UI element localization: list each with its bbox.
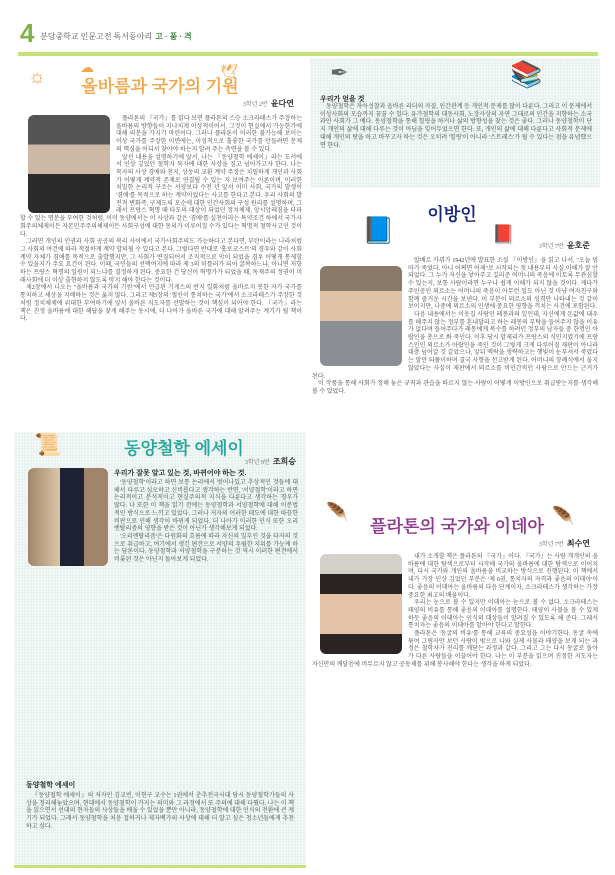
paragraph: 플라톤은 '동굴의 비유'를 통해 교육의 중요성을 이야기한다. 동굴 속에 묶여 그림자만 보던 사람이 밖으로 나와 실제 사물과 태양을 보게 되는 과정은 철학자가 진리를 깨닫는 과정과 같다. 그리고 그는 다시 동굴로 돌아가 다른 사람들을 이끌어야 한다. 나는 이 부분을 읽으며 진정한 지도자는 자신만의 깨달음에 머무르지 않고 공동체를 위해 봉사해야 한다는 생각을 하게 되었다. — [312, 631, 598, 668]
byline-name: 윤다연 — [270, 99, 294, 108]
book-icon: 📘 — [362, 216, 395, 245]
page-number: 4 — [20, 18, 35, 48]
paragraph: 제2장에서 나오는 "올바름과 국가의 기원"에서 언급된 기게스의 반지 일화처럼 올바르지 못한 자가 국가를 통치하고 세상을 지배하는 것은 옳지 않다. 그리고 제5장의 '철인이 통치하는 국가'에서 소크라테스가 주장한 것처럼 정치체제에 위대한 부여하기에 앞서 올바른 지도자를 선발하는 것이 핵심이 되어야 한다. 『국가』라는 책은 진정 올바름에 대한 해답을 찾게 해주는 동시에, 더 나아가 올바른 국가에 대해 알려주는 계기가 될 책이다. — [20, 285, 302, 323]
article-body — [312, 258, 598, 397]
book-info-box — [26, 780, 294, 832]
books-icon: 📚 — [510, 60, 543, 89]
ink-pen-icon: ✒ — [330, 60, 349, 85]
header-divider — [18, 52, 598, 56]
byline-name: 조희승 — [272, 457, 296, 466]
school-name: 분당중학교 인문고전 독서동아리 — [40, 32, 153, 41]
article-subtitle: 우리가 잘못 알고 있는 것, 바뀌어야 하는 것. — [114, 470, 247, 477]
byline — [245, 456, 296, 467]
paragraph: 앞선 내용을 설명하기에 앞서, 나는 『동양철학 에세이』라는 도서에서 인상 깊었던 철학자 묵자에 대한 사상을 짚고 넘어가고자 한다. 나는 묵자의 사상 경애와 천지, 상동의 교환 계약 주장은 치밀하게 개인과 사회가 어떻게 계약적 존재로 연결될 수 있는 지 보여주는 이론이며, 이러한 치밀한 논리적 구조는 서양보다 수천 년 앞서 이미 사회, 국가의 발생이 '겸애'를 목적으로 하는 계약이었다는 사고를 한다고 본다. 우리 사회의 발전적 변화즉, 구제도의 모순에 대한 인간사회의 구성 원리를 설명하며, 그래서 프랑스 혁명 때 타도의 대상이 되었던 정치체제, 앙시앙레짐을 타파할 수 있는 명분을 부여한 것처럼, 이미 동양에서는 이 사상과 같은 '겸애'를 실천이라는 특약조건 하에서 국가사회주의체제이든 자본민주주의체제이든 사회구성에 대한 동의가 이루어질 수가 있다는 혁명적 철학사고인 것이다. — [20, 154, 302, 238]
box-title: 동양철학 에세이 — [26, 782, 76, 789]
byline — [539, 538, 590, 549]
paragraph: 그러면 개인의 인권과 사회 공공의 복리 사이에서 국가사회주의도 가능하다고 본다면, 부탄이라는 나라처럼 그 사회의 여건에 따라 적절하게 계약 합의될 수 있다고 본다. 그렇다면 반대로 '홀로코스트'의 경우와 같이 사회계약 자체가 겸애를 목적으로 출발했지만, 그 사회가 변질되어서 조직적으로 악이 되었을 경우 어떻게 통제할 수 있을지가 주요 요건이 된다. 이때, 국민들의 선택여지에 따라 제 3의 히틀러가 되어 굴복하느냐, 아니면 저항하는 프랑스 혁명의 일원이 되느냐를 결정하게 된다. 중요한 건 당신이 혁명가가 되었을 때, 독재주의 정권이 미래사회에 더 이상 출현하지 않도록 막지 해야 한다는 것이다. — [20, 239, 302, 284]
byline-class: 3학년 7반 — [538, 244, 564, 250]
article-title: 이방인 — [427, 205, 477, 224]
byline-class: 3학년 2반 — [242, 102, 268, 108]
article-body — [20, 116, 302, 324]
sidebar-what-we-gain — [310, 58, 600, 188]
club-name: 고·품·격 — [155, 32, 194, 41]
paragraph: 이 작품을 통해 사회가 정해 놓은 규칙과 관습을 따르지 않는 사람이 어떻게 이방인으로 취급받는지를 생각해 볼 수 있었다. — [312, 381, 598, 395]
sidebar-text: 동양철학은 자아성찰과 올바른 리더의 자질, 인간관계 등 개인적 문제를 많이 다룬다. 그리고 이 문제에서 이상사회의 모습까지 꿈꿀 수 있다. 유가철학의 대동사회, 노장사상의 자연 그대로의 인간을 지향하는 소국과민 사회가 그 예다. 동양철학을 통해 힐링을 하거나 삶의 방향성을 찾는 것은 좋다. 그러나 동양철학이 단지 개인의 삶에 대해 다루는 것이 아님을 잊어두었으면 한다. 또, 개인의 삶에 대해 다룬다고 사회적 문제에 대해 개인의 탓을 하고 바꾸고자 하는 것은 오히려 '힐링'이 아니라 '스트레스'가 될 수 있다는 점을 유념했으면 한다. — [320, 104, 592, 149]
scroll-icon: 📜 — [34, 432, 62, 457]
box-text: 『동양철학 에세이』의 저자인 김교빈, 이현구 교수는 1권에서 춘추전국시대 당시 동양철학가들의 사상을 정리해놓았으며, 현대에서 동양철학이 가지는 의미와 그 과정에서 또 주의에 대해 다뤘다. 나는 이 책을 읽으면서 선대의 현자들의 사상들을 배울 수 있었을 뿐만 아니라, 동양철학에 대한 인식의 전환에 큰 계기가 되었다. 그래서 동양철학을 처음 접하거나 제자백가의 사상에 대해 더 알고 싶은 청소년들에게 추천하고 싶다. — [26, 793, 294, 830]
byline — [539, 240, 590, 251]
article-eastern-philosophy — [14, 432, 306, 868]
byline-class: 3학년 7반 — [538, 542, 564, 548]
article-title: 플라톤의 국가와 이데아 — [370, 517, 544, 536]
article-plato — [312, 502, 598, 870]
article-title: 올바름과 국가의 기원 — [81, 77, 239, 96]
bird-icon: 🕊 — [220, 65, 238, 80]
byline — [243, 98, 294, 109]
article-justice — [20, 60, 302, 430]
paragraph: 내가 소개할 책은 플라톤의 『국가』이다. 『국가』는 사람 개개인의 올바름에 대한 탐색으로부터 시작해 국가의 올바름에 대한 탐색으로 이어지며, 다시 국가와 개인의 올바름을 비교하는 방식으로 진행된다. 이 책에서 내가 가장 인상 깊었던 부분은 '제 6권, 통치자의 자격과 좋음의 이데아'이다. 좋음의 이데아는 올바름의 다음 단계이자, 소크라테스가 생각하는 가장 중요한 최고의 배움이다. — [408, 554, 598, 599]
book-icon: 📕 — [492, 224, 515, 244]
byline-class: 3학년 9반 — [244, 460, 270, 466]
article-body — [312, 554, 598, 670]
paragraph: '오리엔탈리즘'은 다원화의 흐름에 따라 자신의 일부인 것을 타자의 것으로 취급하고, 여기에서 생긴 편견으로 서양의 우월한 지위를 가능케 하는 담론이다. 동양철학과 서양철학을 구분하는 것 역시 이러한 편견에서 비롯된 것은 아닌지 돌아보게 되었다. — [114, 533, 298, 564]
paragraph: 알베르 카뮈가 1942년에 발표한 소설 『이방인』을 읽고 나서, "오늘 엄마가 죽었다. 아니 어쩌면 어제"로 시작되는 첫 내용부터 사실 이해가 잘 안 되었다. 그 누가 자신을 낳아주고 길러준 어머니의 죽음에 이토록 무관심할 수 있는지, 보통 사람이라면 누구나 쉽게 이해가 되지 않을 것이다. 게다가 주인공인 뫼르소는 어머니의 죽음이 아무런 일도 아닌 것 마냥 여자친구와 함께 즐거운 시간을 보낸다. 이 부분이 뫼르소의 성격만 나타내는 것 같이 보이지만, 나중에 뫼르소의 인생에 중요한 영향을 끼치는 사건에 포함된다. — [408, 258, 598, 311]
paragraph: 우리는 눈으로 볼 수 있지만 이데아는 눈으로 볼 수 없다. 소크라테스는 태양의 비유를 통해 좋음의 이데아를 설명한다. 태양이 사물을 볼 수 있게 하듯 좋음의 이데아는 인식의 대상들이 알려질 수 있도록 해 준다. 그래서 통치자는 좋음의 이데아를 알아야 한다고 말한다. — [408, 600, 598, 630]
article-title: 동양철학 에세이 — [124, 439, 244, 458]
feather-icon: 🪶 — [552, 506, 575, 526]
byline-name: 윤호준 — [566, 241, 590, 250]
byline-name: 최수연 — [566, 539, 590, 548]
masthead — [40, 31, 194, 42]
cloud-icon: ☁ — [80, 61, 94, 76]
article-stranger — [312, 196, 598, 496]
paragraph: 다음 내용에서는 이웃집 사람인 레몽과의 일인데, 자신에게 돈값에 대우를 해주지 않는 정부를 혼내달라고 하는 레몽의 부탁을 들어주지 않을 이유가 없다며 들어주다가 레몽에게 복수를 하려던 정부의 남자들 중 한명인 아랍인을 총으로 쏴 죽인다. 이후 당시 알제리가 프랑스의 식민지였기에 프랑스인인 뫼르소가 아랍인을 죽인 것이 그렇게 크게 다루어질 재판이 아니라 대충 넘어갈 것 같았으나, 앞뒤 맥락을 생략하고는 햇빛이 눈부셔서 죽였다는 말만 되풀이하며 결국 사형을 선고받게 된다. 어머니의 장례식에서 울지 않았다는 사실이 재판에서 뫼르소를 비인간적인 사람으로 만드는 근거가 된다. — [312, 311, 598, 380]
paragraph: 플라톤의 『국가』를 읽다 보면 플라톤의 스승 소크라테스가 주장하는 올바름의 방향들이 지나치게 이상적이어서, 그것이 현실에서 가능한가에 대해 의문을 가지기 마련이다. 그러나 플라톤이 이러한 불가능해 보이는 이상 국가를 주장한 이면에는, 이성적으로 훌륭한 국가를 만들려면 문제의 핵심을 어디서 찾아야 하는지 알려 주는 측면을 볼 수 있다. — [116, 116, 302, 153]
article-body — [22, 468, 298, 568]
sidebar-title: 우리가 얻을 것 — [320, 96, 365, 103]
sun-icon: ☼ — [28, 66, 47, 88]
feather-icon: 🪶 — [326, 502, 349, 522]
paragraph: '동양철학'이라고 하면 보통 논리에서 벗어나있고 추상적인 것들에 대해서 다루고 심오하고 신비롭다고 생각하는 반면, '서양철학'이라고 하면 논리적이고 분석적이고 현실주의적 지식을 다룬다고 생각하는 경우가 많다. 나 또한 이 책을 읽기 전에는 동양철학과 서양철학에 대해 이분법적인 방식으로 느끼고 있었다. 그러나 저자의 이러한 태도에 대한 따끔한 비판으로 인해 생각이 바뀌게 되었다. 더 나아가 이러한 인식 또한 오리엔탈리즘의 영향을 받은 것이 아닌가 생각해보게 되었다. — [114, 480, 298, 533]
